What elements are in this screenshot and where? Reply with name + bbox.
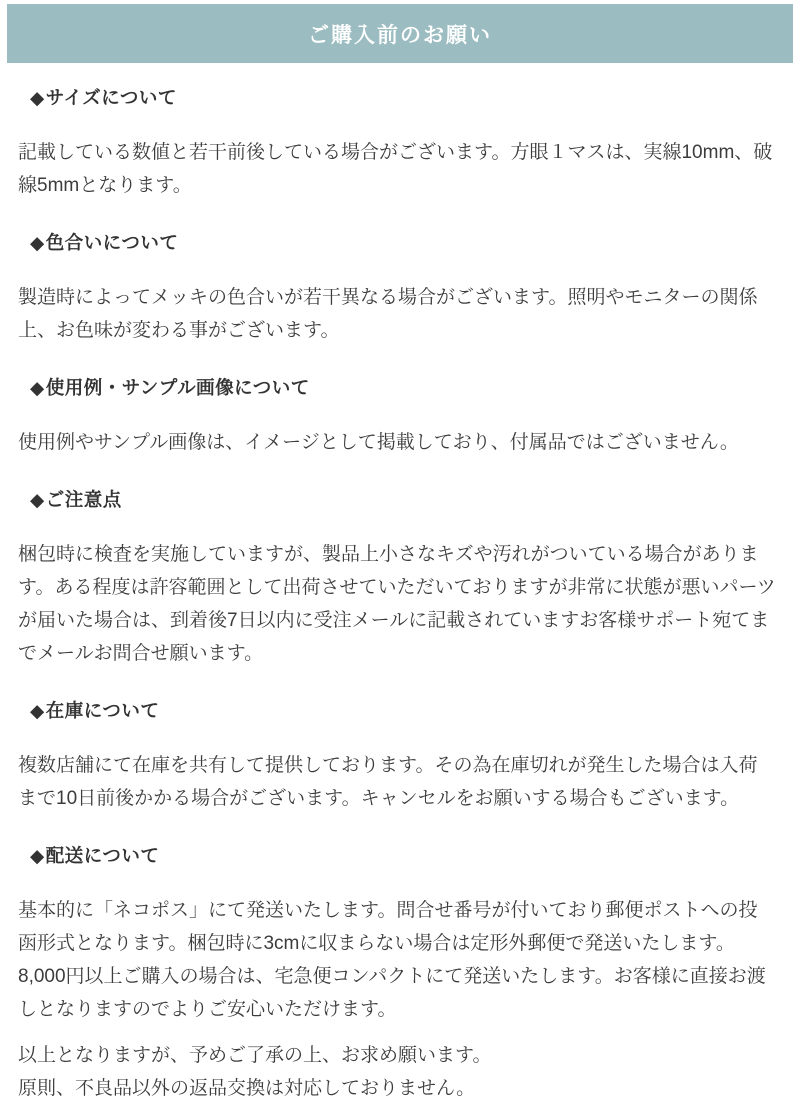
section-heading — [30, 226, 776, 259]
closing-line: 以上となりますが、予めご了承の上、お求め願います。 — [18, 1045, 492, 1066]
diamond-bullet-icon: ◆ — [30, 845, 45, 866]
section-heading-label: ご注意点 — [45, 489, 122, 510]
notice-body — [0, 81, 800, 1105]
paragraph-line: 複数店舗にて在庫を共有して提供しております。その為在庫切れが発生した場合は入荷まで10日前後かかる場合がございます。キャンセルをお願いする場合もございます。 — [18, 755, 758, 809]
notice-section — [18, 694, 776, 815]
section-paragraph — [18, 281, 776, 347]
section-paragraph — [18, 136, 776, 202]
section-heading — [30, 694, 776, 727]
notice-sections — [18, 81, 776, 1026]
diamond-bullet-icon: ◆ — [30, 232, 45, 253]
paragraph-line: 記載している数値と若干前後している場合がございます。方眼１マスは、実線10mm、破線5mmとなります。 — [18, 142, 773, 196]
notice-title-bar — [7, 4, 793, 63]
section-heading-label: 使用例・サンプル画像について — [45, 377, 310, 398]
section-heading-label: 配送について — [45, 845, 160, 866]
paragraph-line: 基本的に「ネコポス」にて発送いたします。問合せ番号が付いており郵便ポストへの投函形式となります。梱包時に3cmに収まらない場合は定形外郵便で発送いたします。 — [18, 900, 758, 954]
section-heading-label: 色合いについて — [45, 232, 179, 253]
closing-notes — [18, 1039, 776, 1105]
notice-section — [18, 226, 776, 347]
page-title: ご購入前のお願い — [308, 23, 492, 47]
notice-section — [18, 81, 776, 202]
diamond-bullet-icon: ◆ — [30, 700, 45, 721]
notice-section — [18, 483, 776, 670]
closing-line: 原則、不良品以外の返品交換は対応しておりません。 — [18, 1078, 476, 1099]
paragraph-line: 梱包時に検査を実施していますが、製品上小さなキズや汚れがついている場合があります。ある程度は許容範囲として出荷させていただいておりますが非常に状態が悪いパーツが届いた場合は、到着後7日以内に受注メールに記載されていますお客様サポート宛てまでメールお問合せ願います。 — [18, 544, 776, 664]
diamond-bullet-icon: ◆ — [30, 87, 45, 108]
section-heading — [30, 81, 776, 114]
section-heading-label: サイズについて — [45, 87, 177, 108]
notice-section — [18, 839, 776, 1026]
paragraph-line: 製造時によってメッキの色合いが若干異なる場合がございます。照明やモニターの関係上、お色味が変わる事がございます。 — [18, 287, 758, 341]
diamond-bullet-icon: ◆ — [30, 377, 45, 398]
diamond-bullet-icon: ◆ — [30, 489, 45, 510]
notice-section — [18, 371, 776, 459]
paragraph-line: 8,000円以上ご購入の場合は、宅急便コンパクトにて発送いたします。お客様に直接お渡しとなりますのでよりご安心いただけます。 — [18, 966, 766, 1020]
section-heading — [30, 483, 776, 516]
section-paragraph — [18, 538, 776, 670]
paragraph-line: 使用例やサンプル画像は、イメージとして掲載しており、付属品ではございません。 — [18, 432, 739, 453]
section-paragraph — [18, 749, 776, 815]
section-heading — [30, 839, 776, 872]
section-heading — [30, 371, 776, 404]
section-heading-label: 在庫について — [45, 700, 160, 721]
section-paragraph — [18, 426, 776, 459]
section-paragraph — [18, 894, 776, 1026]
